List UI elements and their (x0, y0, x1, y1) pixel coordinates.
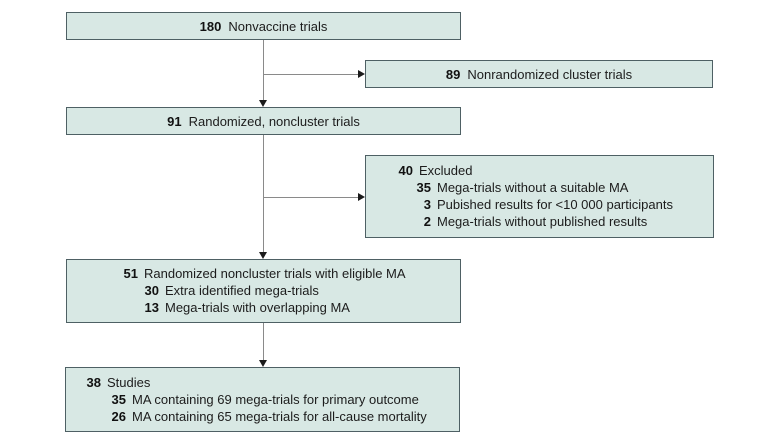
count: 35 (416, 180, 431, 195)
count: 2 (423, 214, 431, 229)
label: Mega-trials with overlapping MA (165, 300, 350, 315)
box-eligible-ma (66, 259, 461, 323)
count: 91 (167, 113, 182, 129)
box-randomized-noncluster-trials (66, 107, 461, 135)
label: Studies (107, 375, 151, 390)
count: 180 (199, 18, 222, 34)
connector-line-branch-1 (263, 74, 358, 75)
count: 89 (445, 66, 461, 82)
label: MA containing 65 mega-trials for all-cause mortality (132, 409, 427, 424)
flow-line (81, 299, 454, 316)
box-nonrandomized-cluster-trials (365, 60, 713, 88)
count: 40 (398, 163, 413, 178)
flow-line (81, 282, 454, 299)
arrowhead-down-3 (259, 360, 267, 367)
label: Mega-trials without published results (437, 214, 648, 229)
flow-line (380, 179, 707, 196)
label: Randomized noncluster trials with eligible MA (144, 266, 406, 281)
arrowhead-down-1 (259, 100, 267, 107)
count: 51 (123, 266, 138, 281)
arrowhead-right-1 (358, 70, 365, 78)
label: Mega-trials without a suitable MA (437, 180, 629, 195)
connector-line-down-1 (263, 40, 264, 101)
count: 3 (423, 197, 431, 212)
flow-line (81, 265, 454, 282)
count: 13 (144, 300, 159, 315)
count: 30 (144, 283, 159, 298)
arrowhead-right-2 (358, 193, 365, 201)
label: Nonrandomized cluster trials (467, 66, 633, 82)
box-studies (65, 367, 460, 432)
box-nonvaccine-trials (66, 12, 461, 40)
label: MA containing 69 mega-trials for primary outcome (132, 392, 419, 407)
label: Pubished results for <10 000 participants (437, 197, 673, 212)
label: Excluded (419, 163, 473, 178)
flow-line (380, 213, 707, 230)
label: Nonvaccine trials (228, 18, 328, 34)
flow-line (380, 196, 707, 213)
connector-line-down-2 (263, 135, 264, 253)
flow-line (80, 374, 453, 391)
label: Extra identified mega-trials (165, 283, 319, 298)
flow-line (80, 391, 453, 408)
count: 35 (111, 392, 126, 407)
count: 26 (111, 409, 126, 424)
connector-line-down-3 (263, 323, 264, 361)
arrowhead-down-2 (259, 252, 267, 259)
box-excluded (365, 155, 714, 238)
count: 38 (86, 375, 101, 390)
connector-line-branch-2 (263, 197, 358, 198)
flow-line (380, 162, 707, 179)
flow-line (80, 408, 453, 425)
label: Randomized, noncluster trials (188, 113, 360, 129)
